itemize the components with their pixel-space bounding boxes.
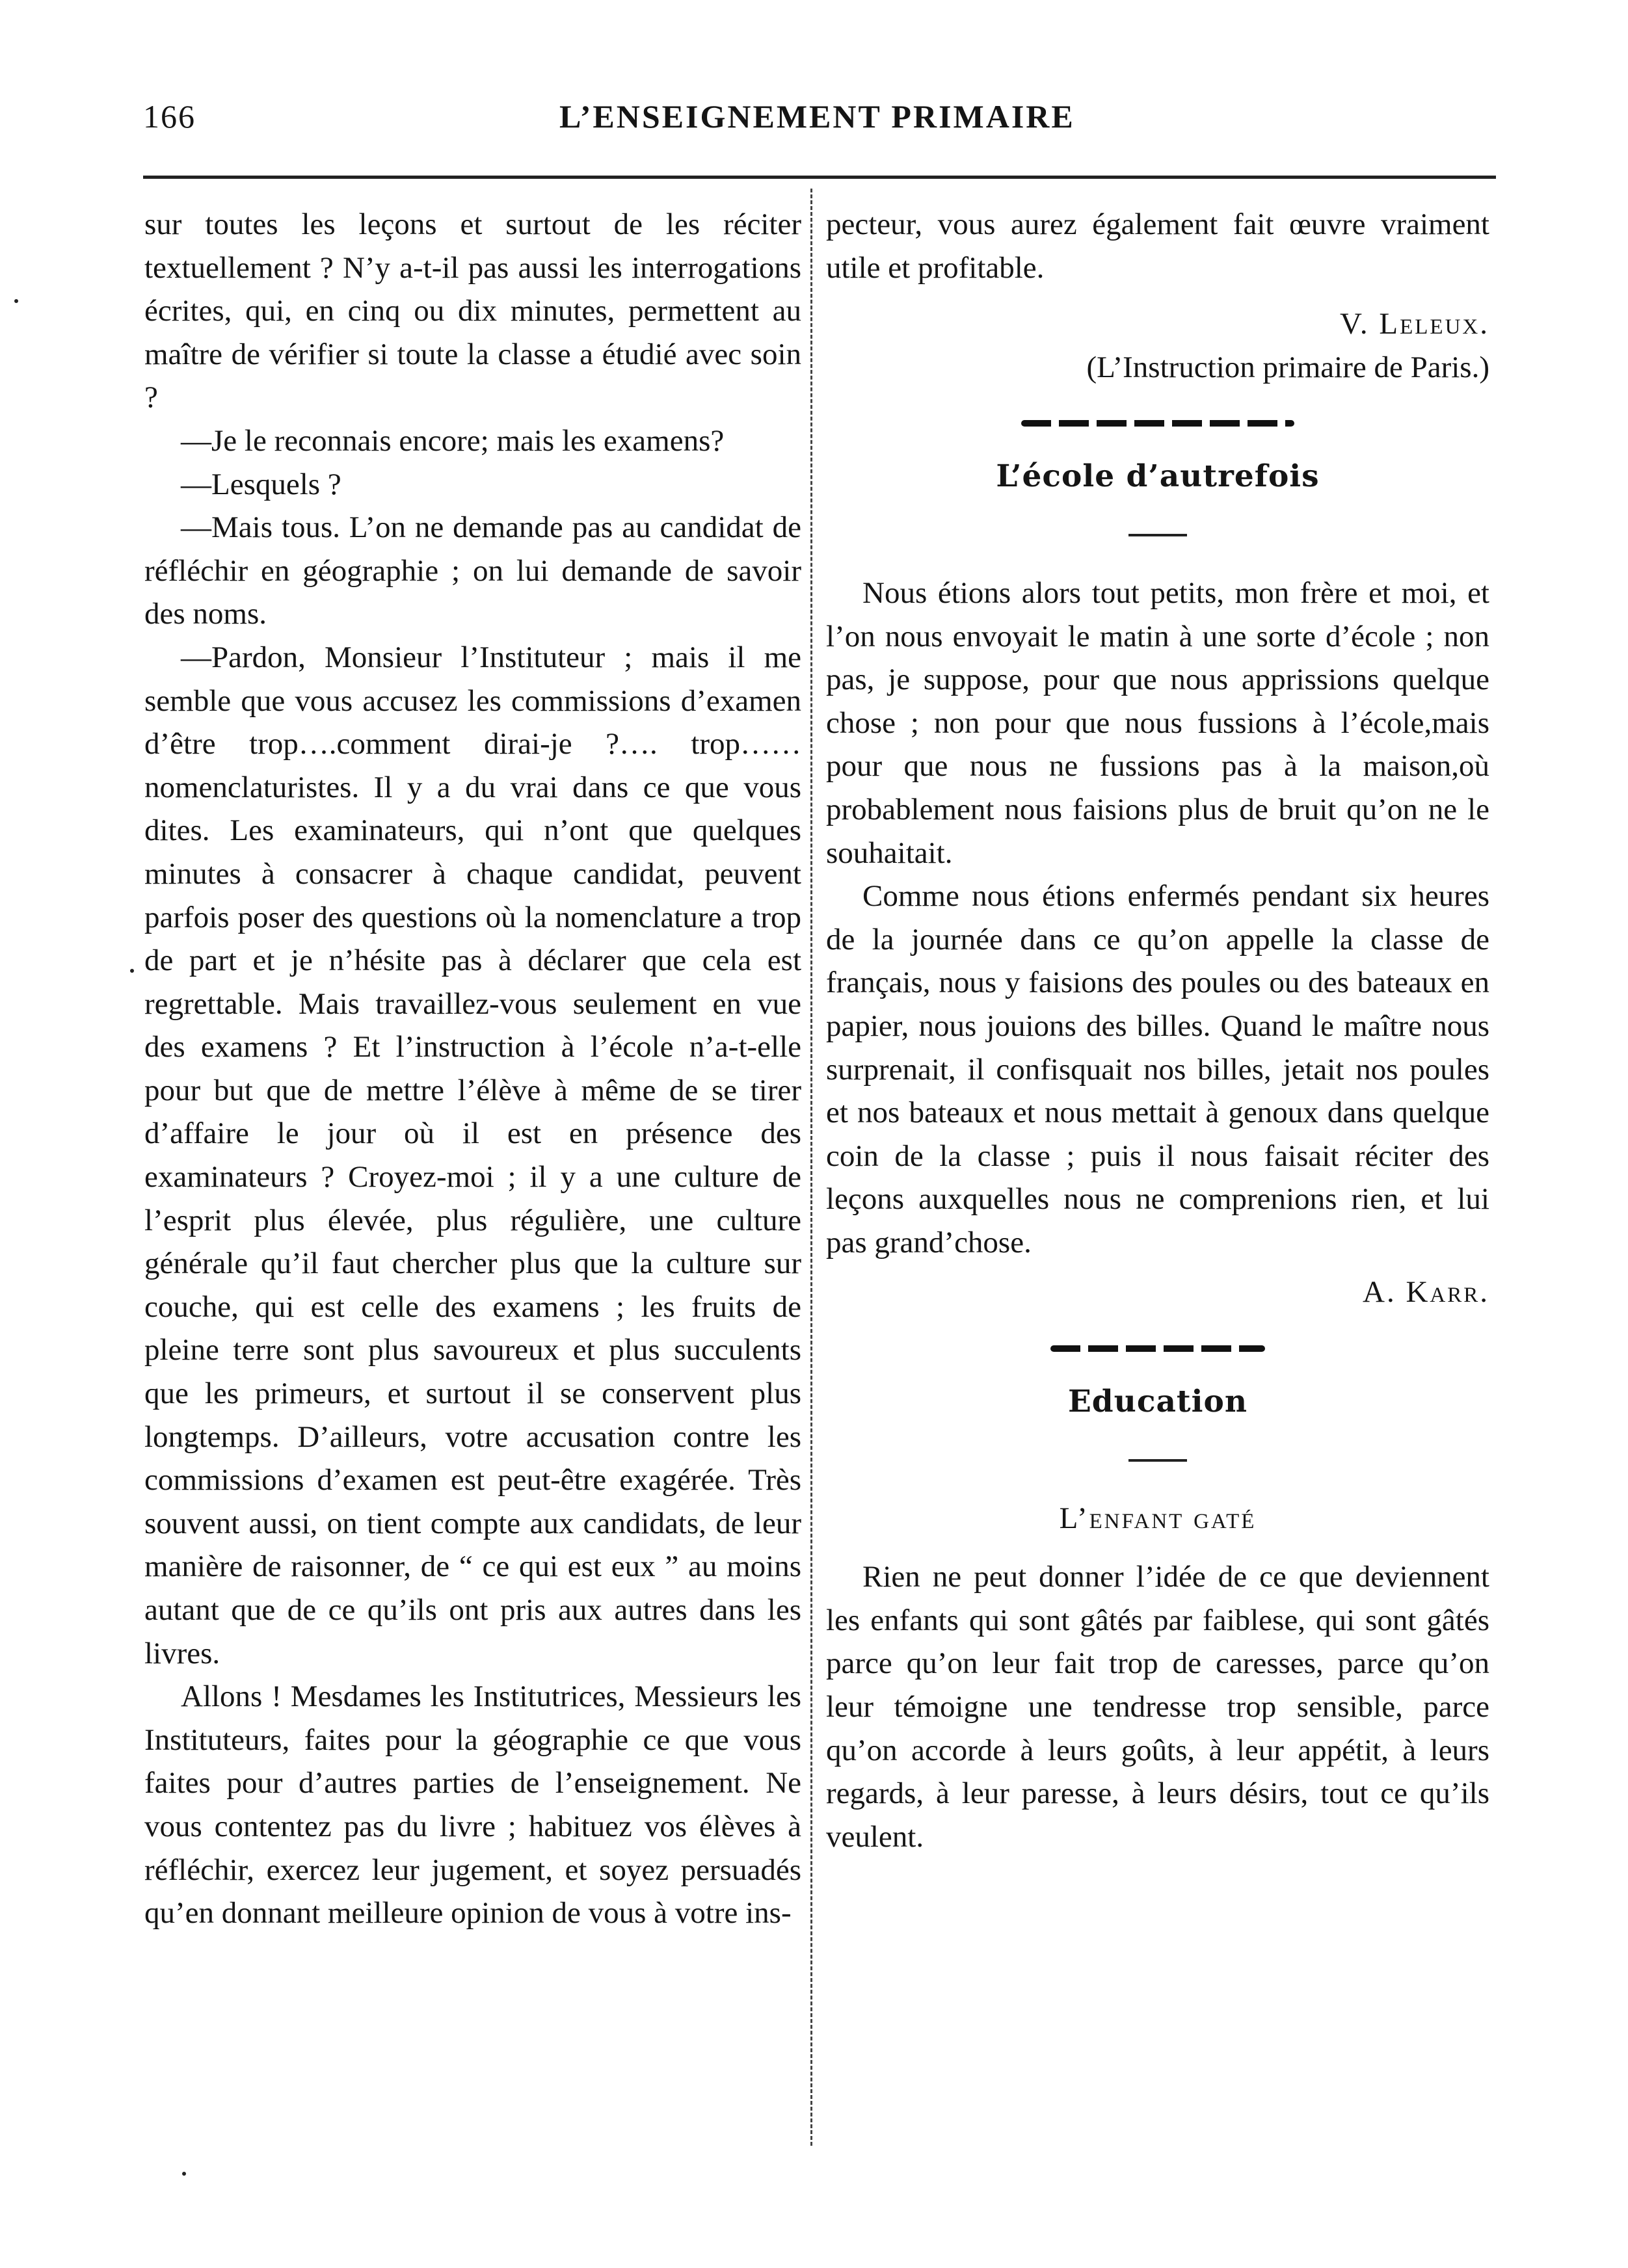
section-heading: L’école d’autrefois — [996, 458, 1320, 495]
dialogue-line: —Je le reconnais encore; mais les examens? — [181, 423, 725, 458]
right-column — [826, 203, 1489, 1858]
signature: A. Karr. — [1363, 1275, 1489, 1310]
column-divider — [810, 189, 812, 2146]
paragraph: Comme nous étions enfermés pendant six heures de la journée dans ce qu’on appelle la classe de français, nous y faisions des poules ou des bateaux en papier, nous jouions des billes. Quand le maître nous surprenait, il confisquait nos billes, jetait nos poules et nos bateaux et nous mettait à genoux dans quelque coin de la classe ; puis il nous faisait réciter des leçons auxquelles nous ne comprenions rien, et lui pas grand’chose. — [826, 879, 1489, 1259]
left-column — [144, 203, 801, 1935]
dialogue-line: —Lesquels ? — [181, 467, 341, 501]
short-rule — [1128, 534, 1187, 536]
section-ornament — [1021, 420, 1294, 427]
paragraph: Nous étions alors tout petits, mon frère et moi, et l’on nous envoyait le matin à une sorte d’école ; non pas, je suppose, pour que nous apprissions quelque chose ; non pour que nous fussions à l’école,mais pour que nous ne fussions pas à la maison,où probablement nous faisions plus de bruit qu’on ne le souhaitait. — [826, 575, 1489, 870]
dialogue-line: —Pardon, Monsieur l’Instituteur ; mais il me semble que vous accusez les commissions d’examen d’être trop….comment dirai-je ?…. trop……nomenclaturistes. Il y a du vrai dans ce que vous dites. Les examinateurs, qui n’ont que quelques minutes à consacrer à chaque candidat, peuvent parfois poser des questions où la nomenclature a trop de part et je n’hésite pas à déclarer que cela est regrettable. Mais travaillez-vous seulement en vue des examens ? Et l’instruction à l’école n’a-t-elle pour but que de mettre l’élève à même de se tirer d’affaire le jour où il est en présence des examinateurs ? Croyez-moi ; il y a une culture de l’esprit plus élevée, plus régulière, une culture générale qu’il faut chercher plus que la culture sur couche, qui est celle des examens ; les fruits de pleine terre sont plus savoureux et plus succulents que les primeurs, et surtout il se conservent plus longtemps. D’ailleurs, votre accusation contre les commissions d’examen est peut-être exagérée. Très souvent aussi, on tient compte aux candidats, de leur manière de raisonner, de “ ce qui est eux ” au moins autant que de ce qu’ils ont pris aux autres dans les livres. — [144, 640, 801, 1670]
paragraph: Rien ne peut donner l’idée de ce que deviennent les enfants qui sont gâtés par faiblese, qui sont gâtés parce qu’on leur fait trop de caresses, parce qu’on leur témoigne une tendresse trop sensible, parce qu’on accorde à leurs goûts, à leur appétit, à leurs regards, à leur paresse, à leurs désirs, tout ce qu’ils veulent. — [826, 1560, 1489, 1854]
print-speck — [130, 969, 134, 973]
section-subheading: L’enfant gaté — [1059, 1501, 1257, 1535]
running-title: L’ENSEIGNEMENT PRIMAIRE — [559, 98, 1075, 135]
paragraph: Allons ! Mesdames les Institutrices, Messieurs les Instituteurs, faites pour la géographie ce que vous faites pour d’autres parties de l’enseignement. Ne vous contentez pas du livre ; habituez vos élèves à réfléchir, exercez leur jugement, et soyez persuadés qu’en donnant meilleure opinion de vous à votre ins- — [144, 1680, 801, 1931]
dialogue-line: —Mais tous. L’on ne demande pas au candidat de réfléchir en géographie ; on lui demande de savoir des noms. — [144, 510, 801, 631]
short-rule — [1128, 1459, 1187, 1462]
print-speck — [182, 2172, 186, 2176]
page-number: 166 — [143, 98, 196, 135]
section-heading: Education — [1067, 1384, 1248, 1420]
signature: V. Leleux. — [1340, 307, 1489, 341]
section-ornament — [1050, 1345, 1265, 1352]
print-speck — [14, 299, 18, 303]
page-header — [143, 98, 1496, 150]
paragraph: sur toutes les leçons et surtout de les réciter textuellement ? N’y a-t-il pas aussi les interrogations écrites, qui, en cinq ou dix minutes, permettent au maître de vérifier si toute la classe a étudié avec soin ? — [144, 207, 801, 415]
header-rule — [143, 176, 1496, 179]
paragraph-continuation: pecteur, vous aurez également fait œuvre vraiment utile et profitable. — [826, 207, 1489, 285]
source-citation: (L’Instruction primaire de Paris.) — [1086, 350, 1489, 384]
